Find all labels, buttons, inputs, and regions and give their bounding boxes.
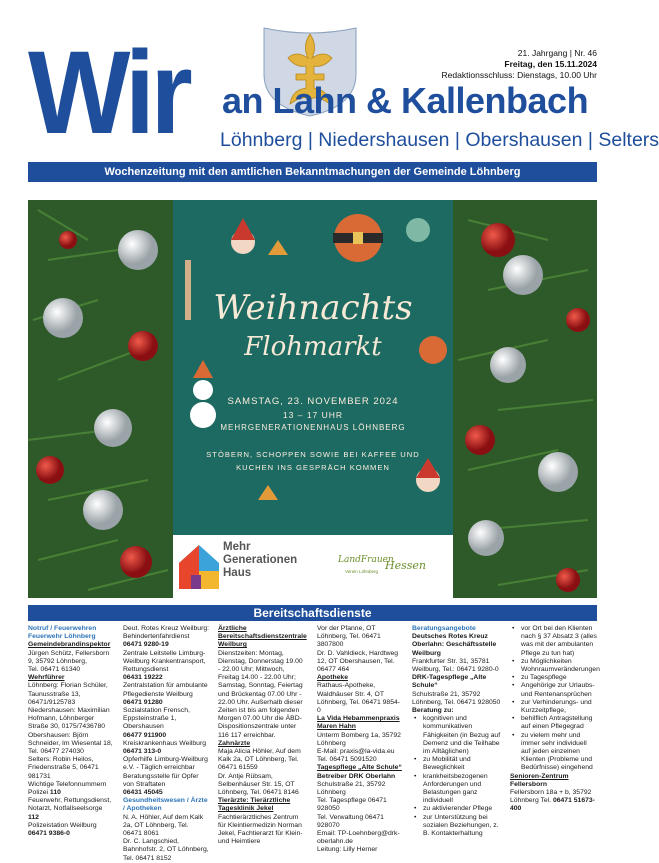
- landfrauen-verein: Verein Löhnberg: [345, 569, 379, 574]
- col5-line: • zu aktivierender Pflege: [412, 805, 504, 813]
- poster-time: 13 – 17 UHR: [282, 410, 344, 420]
- column-5: [412, 625, 504, 838]
- col6-line: • Angehörige zur Urlaubs- und Rentenansprüchen: [510, 682, 597, 698]
- col3-line: Ärztliche Bereitschaftsdienstzentrale Weilburg: [218, 625, 307, 649]
- col1-line: Feuerwehr Löhnberg: [28, 633, 96, 641]
- col4-line: Apotheke: [317, 674, 348, 682]
- col2-line: Sozialstation Frensch, Eppsteinstraße 1, Obershausen: [123, 707, 190, 731]
- masthead-bar: Wochenzeitung mit den amtlichen Bekanntmachungen der Gemeinde Löhnberg: [28, 162, 597, 182]
- masthead-subtitle: an Lahn & Kallenbach: [222, 80, 589, 121]
- col3-line: Fachtierärztliches Zentrum für Kleintiermedizin Norman Jekel, Fachtierarzt für Klein- und Heimtiere: [218, 813, 303, 846]
- col1-line: Löhnberg: Florian Schüler, Taunusstraße 13, 06471/9125783: [28, 682, 108, 706]
- col5-line: Beratung zu:: [412, 707, 454, 715]
- poster-title-2: Flohmarkt: [244, 332, 382, 362]
- col6-line: Fellersborn 18a + b, 35792 Löhnberg Tel. 06471 51673-400: [510, 789, 595, 813]
- col2-line: Zentrale Leitstelle Limburg-Weilburg Krankentransport, Rettungsdienst: [123, 649, 206, 674]
- col1-line: Gemeindebrandinspektor: [28, 641, 111, 649]
- col4-line: Dr. D. Vahldieck, Hardtweg 12, OT Obershausen, Tel. 06477 464: [317, 649, 399, 674]
- col2-line: Kreiskrankenhaus Weilburg: [123, 739, 206, 747]
- col6-line: • vor Ort bei den Klienten nach § 37 Absatz 3 (alles was mit der ambulanten Pflege zu tun hat): [510, 625, 597, 658]
- col3-line: Dienstzeiten: Montag, Dienstag, Donnerstag 19.00 - 22.00 Uhr; Mittwoch, Freitag 14.00 - 22.00 Uhr; Samstag, Sonntag, Feiertag und Brückentag 07.00 Uhr - 22.00 Uhr. Außerhalb dieser Zeiten ist bis am folgenden Morgen 07.00 Uhr die ÄBD-Dispositionszentrale unter 116 117 erreichbar.: [218, 649, 303, 739]
- col4-line: Tel. 06471 5091520: [317, 756, 377, 764]
- column-1: [28, 625, 114, 838]
- col4-line: E-Mail: praxis@la-vida.eu: [317, 748, 395, 756]
- col1-line: 06471 9386-0: [28, 830, 70, 838]
- col2-line: 06471 313-0: [123, 748, 162, 756]
- col5-line: Deutsches Rotes Kreuz Oberlahn: Geschäftsstelle Weilburg: [412, 633, 497, 657]
- col2-line: 06471 9280-19: [123, 641, 169, 649]
- col6-line: Senioren-Zentrum: [510, 772, 569, 780]
- col1-line: Wichtige Telefonnummern: [28, 780, 107, 788]
- column-6: [510, 625, 600, 814]
- col3-line: Zahnärzte: [218, 739, 251, 747]
- col4-line: La Vida Hebammenpraxis Maren Hahn: [317, 715, 400, 731]
- col6-line: • behilflich Antragstellung auf einen Pflegegrad: [510, 715, 597, 731]
- col2-line: Dr. C. Langschied, Bahnhofstr. 2, OT Löhnberg, Tel. 06471 8152: [123, 838, 209, 862]
- col3-line: Tierärzte: Tierärztliche Tagesklinik Jekel: [218, 797, 291, 813]
- issue-info: [442, 48, 597, 81]
- col1-line: Polizeistation Weilburg: [28, 821, 97, 829]
- col1-line: Jürgen Schütz, Fellersborn 9, 35792 Löhnberg,: [28, 649, 110, 665]
- col1-line: Obershausen: Björn Schneider, Im Wiesental 18, Tel. 06477 274030: [28, 731, 113, 756]
- col4-line: Unterm Bomberg 1a, 35792 Löhnberg: [317, 731, 401, 747]
- col4-line: Tel. Verwaltung 06471 928070: [317, 813, 384, 829]
- col6-line: • zu vielem mehr und immer sehr individuell auf jeden einzelnen Klienten (Probleme und Bedürfnisse) eingehend: [510, 732, 597, 773]
- col2-line: Deut. Rotes Kreuz Weilburg: Behindertenfahrdienst: [123, 625, 210, 641]
- poster-title-1: Weihnachts: [213, 288, 413, 328]
- col5-line: DRK-Tagespflege „Alte Schule“: [412, 674, 487, 690]
- col5-line: • zu Mobilität und Beweglichkeit: [412, 756, 504, 772]
- col5-line: • kognitiven und kommunikativen Fähigkeiten (in Bezug auf Demenz und die Teilhabe im Alltäglichen): [412, 715, 504, 756]
- col4-line: Schulstraße 21, 35792 Löhnberg: [317, 780, 386, 797]
- col2-line: 06471 91280: [123, 698, 163, 706]
- col1-line: Selters: Robin Heilos, Friedenstraße 5, 06471 981731: [28, 756, 99, 780]
- col2-line: 06477 911900: [123, 731, 167, 739]
- section-bereitschaftsdienste: Bereitschaftsdienste: [28, 605, 597, 621]
- issue-number: 21. Jahrgang | Nr. 46: [517, 48, 597, 58]
- col2-line: 06431 19222: [123, 674, 163, 682]
- hero-image: [28, 200, 597, 598]
- col1-line: Wehrführer: [28, 674, 65, 682]
- col3-line: Maja Alicia Höhler, Auf dem Kalk 2a, OT Löhnberg, Tel. 06471 61559: [218, 748, 301, 772]
- col2-line: Opferhilfe Limburg-Weilburg e.V. - Täglich erreichbar Beratungsstelle für Opfer von Straftaten: [123, 756, 208, 788]
- col5-line: Schulstraße 21, 35792 Löhnberg, Tel. 06471 928050: [412, 690, 501, 706]
- col6-line: • zur Verhinderungs- und Kurzzeitpflege,: [510, 699, 597, 715]
- masthead: [0, 0, 659, 160]
- flohmarkt-poster: [173, 200, 453, 535]
- mgh-house-icon: [177, 541, 221, 591]
- col4-line: Betreiber DRK Oberlahn: [317, 772, 396, 780]
- col2-line: 06431 45045: [123, 789, 163, 797]
- partner-logos: [173, 535, 453, 598]
- issue-deadline: Redaktionsschluss: Dienstags, 10.00 Uhr: [441, 70, 597, 80]
- poster-venue: MEHRGENERATIONENHAUS LÖHNBERG: [220, 423, 406, 432]
- poster-text-2: KUCHEN INS GESPRÄCH KOMMEN: [236, 463, 390, 472]
- col4-line: Tagespflege „Alte Schule“: [317, 764, 402, 772]
- col6-line: • zu Tagespflege: [510, 674, 597, 682]
- column-3: [218, 625, 306, 846]
- landfrauen-logo: LandFrauen: [338, 555, 394, 565]
- landfrauen-hessen: Hessen: [385, 559, 426, 572]
- masthead-wir: Wir: [28, 27, 189, 159]
- col5-line: Beratungsangebote: [412, 625, 476, 632]
- column-4: [317, 625, 403, 855]
- masthead-places: Löhnberg | Niedershausen | Obershausen | Selters: [220, 129, 659, 151]
- col1-line: Polizei 110: [28, 789, 61, 797]
- col1-line: Feuerwehr, Rettungsdienst, Notarzt, Notfallseelsorge 112: [28, 797, 112, 821]
- col4-line: Tel. Tagespflege 06471 928050: [317, 797, 387, 813]
- col1-line: Tel. 06471 61340: [28, 666, 81, 674]
- col6-line: Fellersborn: [510, 780, 548, 788]
- col4-line: Leitung: Lilly Herner: [317, 846, 378, 854]
- poster-text-1: STÖBERN, SCHOPPEN SOWIE BEI KAFFEE UND: [206, 450, 420, 459]
- column-2: [123, 625, 209, 863]
- col5-line: Frankfurter Str. 31, 35781 Weilburg, Tel.: 06471 9280-0: [412, 657, 499, 674]
- poster-date: SAMSTAG, 23. NOVEMBER 2024: [227, 396, 399, 407]
- col5-line: • krankheitsbezogenen Anforderungen und Belastungen ganz individuell: [412, 773, 504, 806]
- col6-line: • zu Möglichkeiten Wohnraumveränderungen: [510, 658, 597, 674]
- col2-line: Gesundheitswesen / Ärzte / Apotheken: [123, 797, 208, 813]
- col4-line: Email: TP-Loehnberg@drk-oberlahn.de: [317, 830, 400, 846]
- poster-decorations-icon: [173, 200, 453, 535]
- mgh-logo-text: Mehr Generationen Haus: [223, 541, 298, 579]
- col1-line: Notruf / Feuerwehren: [28, 625, 97, 632]
- col4-line: Rathaus-Apotheke, Waldhäuser Str. 4, OT Löhnberg, Tel. 06471 9854-0: [317, 682, 401, 715]
- col1-line: Niedershausen: Maximilian Hofmann, Löhnberger Straße 30, 0175/7436780: [28, 707, 110, 731]
- col5-line: • zur Unterstützung bei sozialen Beziehungen, z. B. Kontakterhaltung: [412, 814, 504, 839]
- col3-line: Dr. Antje Rübsam, Selbenhäuser Str. 15, OT Löhnberg, Tel. 06471 8146: [218, 772, 299, 797]
- issue-date: Freitag, den 15.11.2024: [504, 59, 597, 69]
- col4-line: Vor der Pfanne, OT Löhnberg, Tel. 06471 3807800: [317, 625, 381, 649]
- col2-line: Zentralstation für ambulante Pflegedienste Weilburg: [123, 682, 208, 698]
- col2-line: N. A. Höhler, Auf dem Kalk 2a, OT Löhnberg, Tel. 06471 8061: [123, 813, 204, 838]
